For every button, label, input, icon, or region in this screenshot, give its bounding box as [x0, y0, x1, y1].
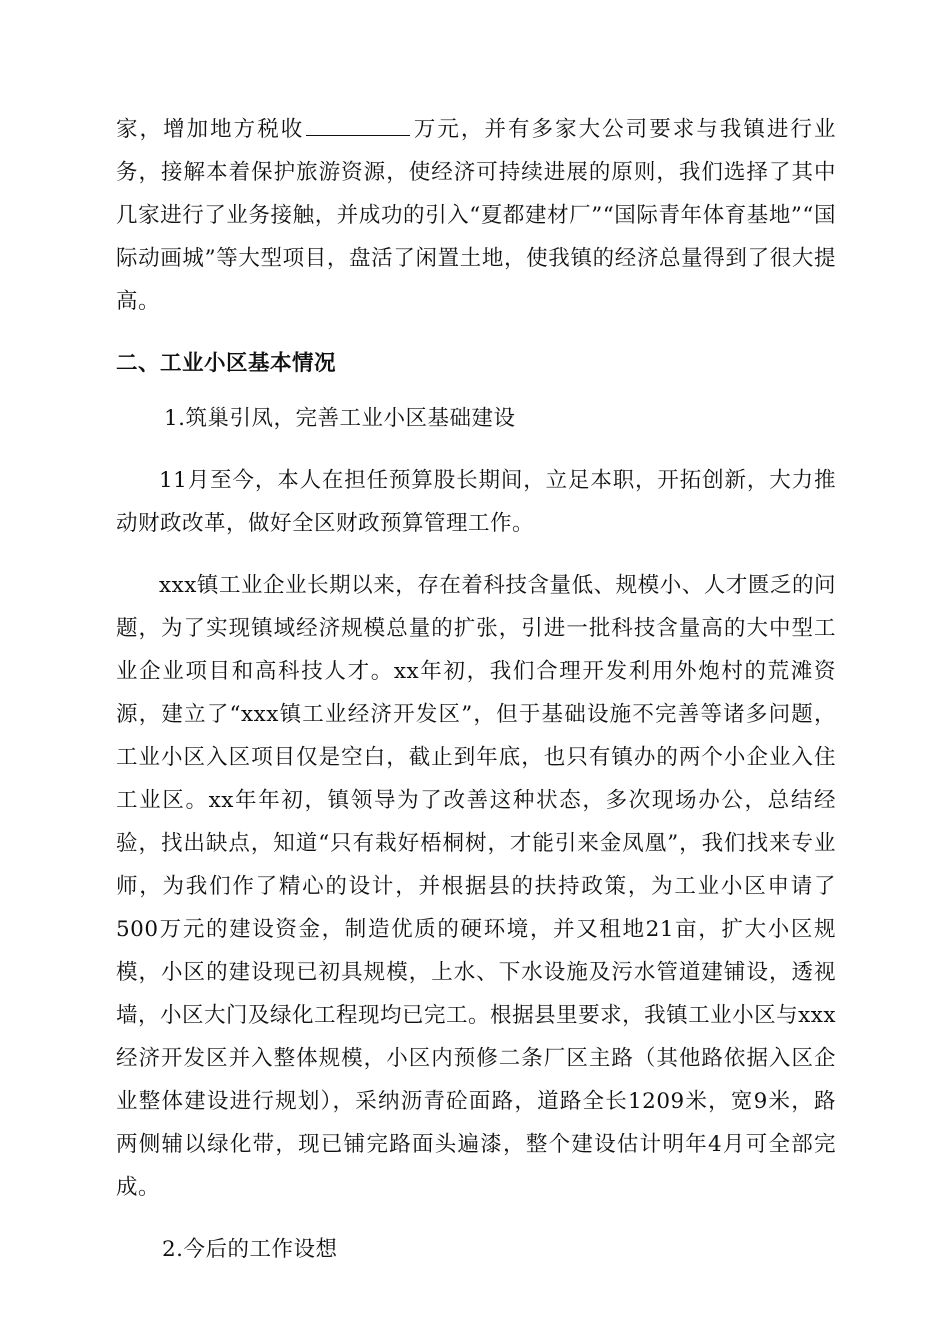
paragraph-industrial-development: xxx镇工业企业长期以来，存在着科技含量低、规模小、人才匮乏的问题，为了实现镇域经济规模总量的扩张，引进一批科技含量高的大中型工业企业项目和高科技人才。xx年初，我们合理开发利用外炮村的荒滩资源，建立了“xxx镇工业经济开发区”，但于基础设施不完善等诸多问题，工业小区入区项目仅是空白，截止到年底，也只有镇办的两个小企业入住工业区。xx年年初，镇领导为了改善这种状态，多次现场办公，总结经验，找出缺点，知道“只有栽好梧桐树，才能引来金凤凰”，我们找来专业师，为我们作了精心的设计，并根据县的扶持政策，为工业小区申请了500万元的建设资金，制造优质的硬环境，并又租地21亩，扩大小区规模，小区的建设现已初具规模，上水、下水设施及污水管道建铺设，透视墙，小区大门及绿化工程现均已完工。根据县里要求，我镇工业小区与xxx经济开发区并入整体规模，小区内预修二条厂区主路（其他路依据入区企业整体建设进行规划），采纳沥青砼面路，道路全长1209米，宽9米，路两侧辅以绿化带，现已铺完路面头遍漆，整个建设估计明年4月可全部完成。 — [116, 573, 836, 1200]
subheading-infrastructure: 1.筑巢引凤，完善工业小区基础建设 — [164, 406, 516, 431]
section-heading-industrial-zone: 二、工业小区基本情况 — [116, 351, 337, 376]
document-body — [116, 108, 836, 1271]
paragraph-budget: 11月至今，本人在担任预算股长期间，立足本职，开拓创新，大力推动财政改革，做好全区财政预算管理工作。 — [116, 468, 836, 536]
paragraph-tax — [116, 108, 836, 323]
subheading-future-plans: 2.今后的工作设想 — [162, 1237, 338, 1262]
fill-in-blank — [306, 113, 410, 136]
paragraph-tax-end: 万元，并有多家大公司要求与我镇进行业务，接解本着保护旅游资源，使经济可持续进展的原则，我们选择了其中几家进行了业务接触，并成功的引入“夏都建材厂”“国际青年体育基地”“国际动画城”等大型项目，盘活了闲置土地，使我镇的经济总量得到了很大提高。 — [116, 117, 836, 314]
paragraph-tax-start: 家，增加地方税收 — [116, 117, 305, 142]
